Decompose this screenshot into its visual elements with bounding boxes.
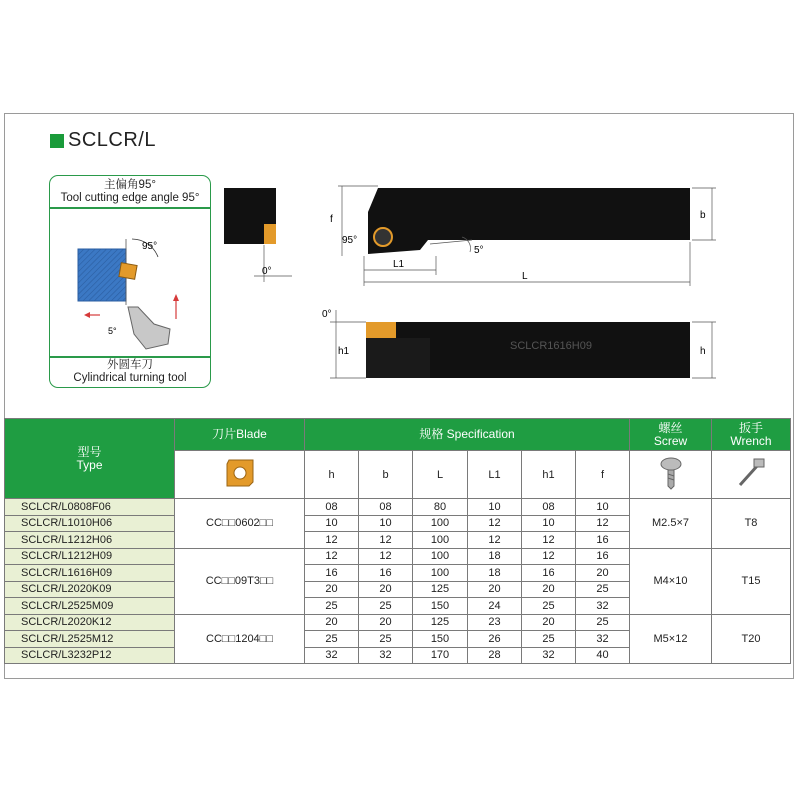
spec-value-cell: 80 bbox=[413, 499, 468, 516]
top-view-head bbox=[366, 338, 430, 378]
top-view-engraving: SCLCR1616H09 bbox=[510, 340, 592, 352]
angle-box-cn-caption: 外圆车刀 bbox=[107, 359, 153, 371]
spec-value-cell: 24 bbox=[468, 598, 522, 615]
wrench-image-cell bbox=[712, 451, 791, 499]
screw-header-en: Screw bbox=[653, 433, 688, 448]
spec-value-cell: 20 bbox=[359, 614, 413, 631]
spec-value-cell: 100 bbox=[413, 548, 468, 565]
type-header bbox=[5, 419, 175, 499]
spec-value-cell: 100 bbox=[413, 532, 468, 549]
type-cell: SCLCR/L2525M09 bbox=[5, 598, 175, 615]
side-angle-label: 95° bbox=[342, 235, 358, 246]
screw-cell: M2.5×7 bbox=[630, 499, 712, 549]
angle-box-angle-label: 95° bbox=[142, 241, 158, 252]
screw-cell: M5×12 bbox=[630, 614, 712, 664]
angle-box-cn-title: 主偏角95° bbox=[104, 179, 156, 191]
side-view-body bbox=[368, 188, 690, 254]
spec-table bbox=[4, 418, 791, 664]
end-view-angle-label: 0° bbox=[262, 266, 272, 277]
top-angle-label: 0° bbox=[322, 309, 332, 320]
spec-value-cell: 25 bbox=[359, 631, 413, 648]
angle-box-en-title: Tool cutting edge angle 95° bbox=[60, 192, 200, 204]
spec-value-cell: 18 bbox=[468, 565, 522, 582]
spec-value-cell: 12 bbox=[305, 532, 359, 549]
spec-value-cell: 25 bbox=[305, 598, 359, 615]
blade-cell: CC□□09T3□□ bbox=[175, 548, 305, 614]
spec-value-cell: 12 bbox=[305, 548, 359, 565]
spec-value-cell: 25 bbox=[576, 581, 630, 598]
spec-value-cell: 20 bbox=[305, 581, 359, 598]
screw-header bbox=[630, 419, 712, 451]
spec-value-cell: 25 bbox=[305, 631, 359, 648]
spec-value-cell: 125 bbox=[413, 614, 468, 631]
dim-b-label: b bbox=[700, 210, 706, 221]
spec-value-cell: 150 bbox=[413, 631, 468, 648]
spec-value-cell: 40 bbox=[576, 647, 630, 664]
wrench-icon bbox=[734, 455, 768, 491]
table-row bbox=[5, 499, 791, 516]
col-header: L bbox=[413, 451, 468, 499]
spec-value-cell: 12 bbox=[468, 515, 522, 532]
spec-value-cell: 170 bbox=[413, 647, 468, 664]
wrench-cell: T20 bbox=[712, 614, 791, 664]
spec-value-cell: 10 bbox=[468, 499, 522, 516]
type-cell: SCLCR/L1010H06 bbox=[5, 515, 175, 532]
dim-h-label: h bbox=[700, 346, 706, 357]
screw-image-cell bbox=[630, 451, 712, 499]
wrench-header-cn: 扳手 bbox=[738, 420, 763, 435]
angle-box-relief-label: 5° bbox=[108, 326, 117, 336]
spec-value-cell: 25 bbox=[522, 631, 576, 648]
spec-header: 规格 Specification bbox=[305, 419, 630, 451]
spec-value-cell: 20 bbox=[576, 565, 630, 582]
side-view-screw-icon bbox=[374, 228, 392, 246]
spec-value-cell: 12 bbox=[576, 515, 630, 532]
wrench-header-en: Wrench bbox=[730, 433, 772, 448]
spec-value-cell: 10 bbox=[522, 515, 576, 532]
spec-value-cell: 20 bbox=[522, 581, 576, 598]
spec-value-cell: 10 bbox=[305, 515, 359, 532]
spec-value-cell: 18 bbox=[468, 548, 522, 565]
spec-value-cell: 25 bbox=[522, 598, 576, 615]
spec-value-cell: 100 bbox=[413, 565, 468, 582]
type-cell: SCLCR/L1212H09 bbox=[5, 548, 175, 565]
spec-value-cell: 32 bbox=[305, 647, 359, 664]
col-header: f bbox=[576, 451, 630, 499]
blade-cell: CC□□1204□□ bbox=[175, 614, 305, 664]
wrench-cell: T15 bbox=[712, 548, 791, 614]
blade-cell: CC□□0602□□ bbox=[175, 499, 305, 549]
spec-value-cell: 12 bbox=[359, 548, 413, 565]
table-row bbox=[5, 548, 791, 565]
type-cell: SCLCR/L2020K09 bbox=[5, 581, 175, 598]
spec-value-cell: 16 bbox=[576, 532, 630, 549]
spec-value-cell: 32 bbox=[522, 647, 576, 664]
dim-h1-label: h1 bbox=[338, 346, 350, 357]
spec-value-cell: 28 bbox=[468, 647, 522, 664]
spec-value-cell: 10 bbox=[576, 499, 630, 516]
spec-value-cell: 26 bbox=[468, 631, 522, 648]
col-header: h bbox=[305, 451, 359, 499]
type-cell: SCLCR/L2525M12 bbox=[5, 631, 175, 648]
clearance-line bbox=[430, 240, 472, 244]
spec-value-cell: 16 bbox=[576, 548, 630, 565]
spec-value-cell: 12 bbox=[522, 548, 576, 565]
wrench-cell: T8 bbox=[712, 499, 791, 549]
type-cell: SCLCR/L1212H06 bbox=[5, 532, 175, 549]
type-cell: SCLCR/L1616H09 bbox=[5, 565, 175, 582]
spec-value-cell: 32 bbox=[576, 598, 630, 615]
wrench-header bbox=[712, 419, 791, 451]
spec-value-cell: 08 bbox=[359, 499, 413, 516]
spec-value-cell: 32 bbox=[576, 631, 630, 648]
spec-value-cell: 12 bbox=[468, 532, 522, 549]
clearance-angle-label: 5° bbox=[474, 245, 484, 256]
spec-value-cell: 20 bbox=[522, 614, 576, 631]
angle-box-en-caption: Cylindrical turning tool bbox=[73, 372, 187, 384]
spec-value-cell: 16 bbox=[522, 565, 576, 582]
blade-header: 刀片Blade bbox=[175, 419, 305, 451]
table-row bbox=[5, 614, 791, 631]
type-cell: SCLCR/L3232P12 bbox=[5, 647, 175, 664]
screw-header-cn: 螺丝 bbox=[658, 420, 683, 435]
spec-value-cell: 16 bbox=[305, 565, 359, 582]
type-header-en: Type bbox=[76, 457, 103, 472]
spec-value-cell: 12 bbox=[359, 532, 413, 549]
spec-value-cell: 08 bbox=[522, 499, 576, 516]
end-view-insert bbox=[264, 224, 276, 244]
type-cell: SCLCR/L2020K12 bbox=[5, 614, 175, 631]
spec-value-cell: 25 bbox=[576, 614, 630, 631]
spec-value-cell: 12 bbox=[522, 532, 576, 549]
blade-image-cell bbox=[175, 451, 305, 499]
spec-value-cell: 100 bbox=[413, 515, 468, 532]
title-text: SCLCR/L bbox=[68, 129, 156, 151]
type-cell: SCLCR/L0808F06 bbox=[5, 499, 175, 516]
screw-icon bbox=[656, 456, 686, 490]
col-header: h1 bbox=[522, 451, 576, 499]
spec-value-cell: 20 bbox=[305, 614, 359, 631]
spec-value-cell: 20 bbox=[468, 581, 522, 598]
spec-value-cell: 08 bbox=[305, 499, 359, 516]
spec-value-cell: 25 bbox=[359, 598, 413, 615]
screw-cell: M4×10 bbox=[630, 548, 712, 614]
spec-value-cell: 20 bbox=[359, 581, 413, 598]
spec-value-cell: 10 bbox=[359, 515, 413, 532]
dim-L1-label: L1 bbox=[393, 259, 405, 270]
spec-value-cell: 16 bbox=[359, 565, 413, 582]
col-header: b bbox=[359, 451, 413, 499]
spec-value-cell: 150 bbox=[413, 598, 468, 615]
dim-f-label: f bbox=[330, 214, 333, 225]
spec-value-cell: 23 bbox=[468, 614, 522, 631]
top-view-insert bbox=[366, 322, 396, 338]
insert-icon bbox=[223, 456, 257, 490]
type-header-cn: 型号 bbox=[77, 444, 102, 459]
col-header: L1 bbox=[468, 451, 522, 499]
spec-value-cell: 125 bbox=[413, 581, 468, 598]
spec-value-cell: 32 bbox=[359, 647, 413, 664]
dim-L-label: L bbox=[522, 271, 528, 282]
